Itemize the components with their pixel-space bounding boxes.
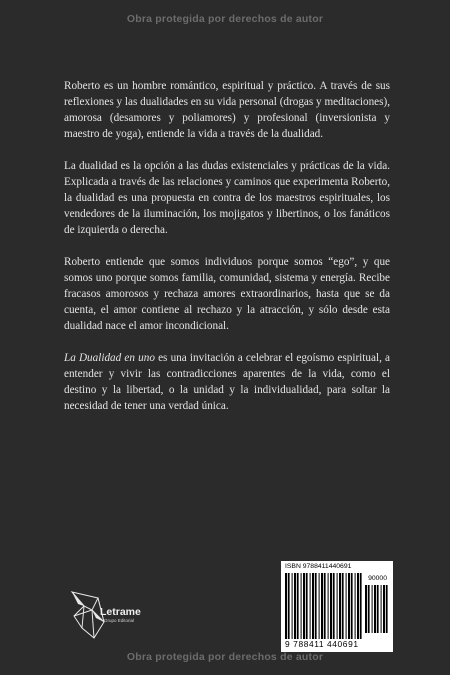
barcode-bar — [342, 573, 344, 639]
barcode-bar — [312, 573, 314, 639]
barcode-bar — [372, 585, 373, 633]
barcode-bar — [297, 573, 299, 639]
barcode-bar — [315, 573, 317, 639]
barcode-bar — [360, 573, 362, 639]
barcode-bar — [365, 585, 367, 633]
barcode-bar — [381, 585, 382, 633]
paragraph-2: La dualidad es la opción a las dudas existenciales y prácticas de la vida. Explicada a través de las relaciones y caminos que experimenta Roberto, la dualidad es una propuesta en contra de los maestros espirituales, los vendedores de la iluminación, los mojigatos y libertinos, o los fanáticos de izquierda o derecha. — [64, 160, 390, 236]
watermark-bottom: Obra protegida por derechos de autor — [126, 651, 324, 663]
barcode-bar — [292, 573, 293, 639]
back-cover-text — [64, 78, 390, 430]
price-barcode-icon — [365, 585, 389, 633]
paragraph-3: Roberto entiende que somos individuos porque somos “ego”, y que somos uno porque somos familia, comunidad, sistema y energía. Recibe fracasos amorosos y rechaza amores extraordinarios, hasta que se da cuenta, el amor contiene al rechazo y la atracción, y sólo desde esta dualidad nace el amor incondicional. — [64, 256, 390, 332]
barcode-bar — [368, 585, 370, 633]
barcode-bar — [333, 573, 335, 639]
barcode-bar — [319, 573, 320, 639]
barcode-bar — [337, 573, 338, 639]
barcode-bar — [351, 573, 353, 639]
paragraph-4-text: es una invitación a celebrar el egoísmo espiritual, a entender y vivir las contradicciones aparentes de la vida, como el destino y la libertad, o la unidad y la individualidad, para soltar la necesidad de tener una verdad única. — [64, 352, 390, 412]
isbn-barcode — [281, 561, 393, 652]
barcode-bar — [294, 573, 296, 639]
barcode-bar — [383, 585, 385, 633]
barcode-bar — [303, 573, 305, 639]
isbn-label: ISBN 9788411440691 — [285, 563, 352, 570]
book-title-italic: La Dualidad en uno — [64, 352, 155, 364]
barcode-bar — [374, 585, 376, 633]
barcode-bar — [285, 573, 287, 639]
price-code: 90000 — [368, 575, 387, 582]
barcode-bar — [301, 573, 302, 639]
paragraph-1: Roberto es un hombre romántico, espiritual y práctico. A través de sus reflexiones y las dualidades en su vida personal (drogas y meditaciones), amorosa (desamores y poliamores) y profesional (inversionista y maestro de yoga), entiende la vida a través de la dualidad. — [64, 80, 390, 140]
barcode-bar — [348, 573, 350, 639]
barcode-bar — [377, 585, 379, 633]
barcode-bars-icon — [285, 573, 363, 639]
barcode-digits: 9 788411 440691 — [285, 639, 359, 649]
barcode-bar — [355, 573, 356, 639]
watermark-top: Obra protegida por derechos de autor — [126, 13, 324, 25]
barcode-bar — [321, 573, 323, 639]
barcode-bar — [386, 585, 388, 633]
barcode-bar — [346, 573, 347, 639]
barcode-bar — [328, 573, 329, 639]
barcode-bar — [288, 573, 290, 639]
paragraph-4 — [64, 350, 390, 414]
barcode-bar — [357, 573, 359, 639]
barcode-bar — [324, 573, 326, 639]
barcode-bar — [310, 573, 311, 639]
publisher-name: Letrame — [100, 606, 141, 618]
barcode-bar — [306, 573, 308, 639]
barcode-bar — [339, 573, 341, 639]
publisher-subtitle: Grupo Editorial — [104, 618, 135, 623]
barcode-bar — [330, 573, 332, 639]
